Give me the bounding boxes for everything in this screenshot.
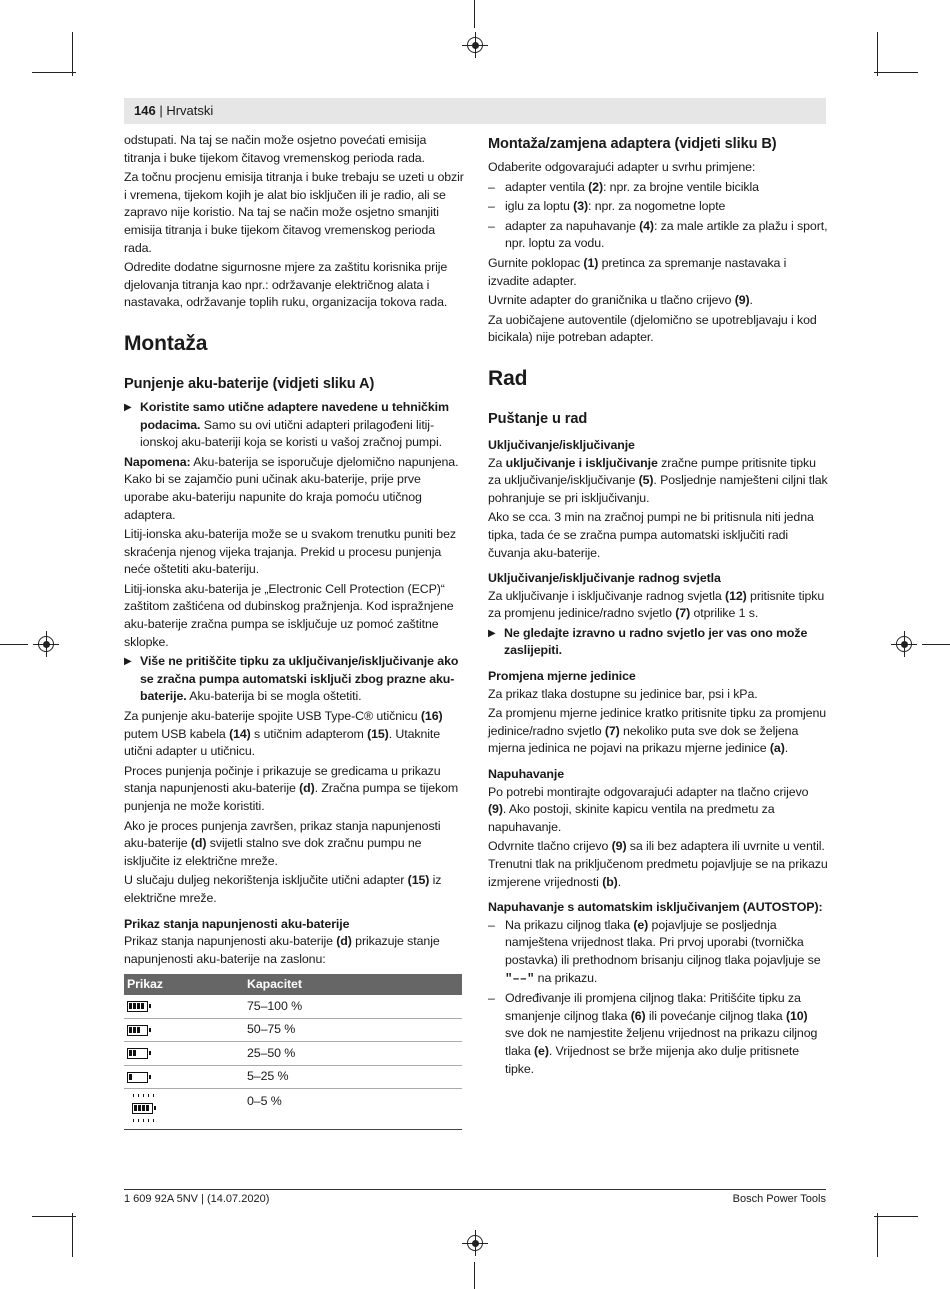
paragraph: U slučaju duljeg nekorištenja isključite utični adapter (15) iz električne mreže. xyxy=(124,873,442,905)
battery-2-bars-icon xyxy=(127,1048,148,1059)
crop-mark xyxy=(32,1216,76,1217)
registration-mark-icon xyxy=(896,636,912,652)
paragraph: Za prikaz tlaka dostupne su jedinice bar, psi i kPa. xyxy=(488,686,758,701)
capacity-value: 0–5 % xyxy=(247,1094,282,1109)
paragraph: Gurnite poklopac (1) pretinca za spremanje nastavaka i izvadite adapter. xyxy=(488,255,787,288)
paragraph: Proces punjenja počinje i prikazuje se gredicama u prikazu stanja napunjenosti aku-baterije (d). Zračna pumpa se tijekom punjenja ne može koristiti. xyxy=(124,763,459,813)
paragraph: Za uključivanje i isključivanje zračne pumpe pritisnite tipku za uključivanje/isključivanje (5). Posljednje namješteni ciljni tlak pohranjuje se pri isključivanju. xyxy=(488,455,828,505)
crop-mark xyxy=(32,72,76,73)
list-item: – adapter za napuhavanje (4): za male artikle za plažu i sport, npr. loptu za vodu. xyxy=(488,218,828,253)
topic-title: Promjena mjerne jedinice xyxy=(488,669,636,684)
crop-mark xyxy=(922,644,950,645)
battery-status-table xyxy=(124,974,462,1130)
page-header: 146 | Hrvatski xyxy=(124,98,826,124)
paragraph: Za promjenu mjerne jedinice kratko pritisnite tipku za promjenu jedinice/radno svjetlo (7) nekoliko puta sve dok se željena mjerna jedinica ne pojavi na prikazu mjerne jedinice (a). xyxy=(488,706,827,756)
paragraph: Odvrnite tlačno crijevo (9) sa ili bez adaptera ili uvrnite u ventil. Trenutni tlak na priključenom predmetu pojavljuje se na prikazu izmjerene vrijednosti (b). xyxy=(488,839,828,889)
note-paragraph: Napomena: Aku-baterija se isporučuje djelomično napunjena. Kako bi se zajamčio puni učinak aku-baterije, prije prve uporabe aku-bateriju napunite do kraja pomoću utičnog adaptera. xyxy=(124,454,459,522)
paragraph: Po potrebi montirajte odgovarajući adapter na tlačno crijevo (9). Ako postoji, skinite kapicu ventila na predmetu za napuhavanje. xyxy=(488,784,809,834)
capacity-value: 75–100 % xyxy=(247,998,303,1013)
table-row xyxy=(124,1089,462,1129)
paragraph: Ako se cca. 3 min na zračnoj pumpi ne bi pritisnula niti jedna tipka, tada će se zračna pumpa automatski isključiti radi čuvanja aku-baterije. xyxy=(488,510,814,560)
page-number: 146 xyxy=(134,103,156,118)
capacity-value: 50–75 % xyxy=(247,1022,296,1037)
paragraph: odstupati. Na taj se način može osjetno povećati emisija titranja i buke tijekom čitavog vremenskog perioda rada. xyxy=(124,133,427,165)
paragraph: Za uobičajene autoventile (djelomično se upotrebljavaju i kod bicikala) nije potreban adapter. xyxy=(488,312,817,345)
table-row xyxy=(124,1019,462,1043)
paragraph: Litij-ionska aku-baterija je „Electronic Cell Protection (ECP)“ zaštitom zaštićena od dubinskog pražnjenja. Kod ispražnjene aku-baterije zračna pumpa se isključuje uz pomoć zaštitne sklopke. xyxy=(124,581,454,649)
paragraph: Uvrnite adapter do graničnika u tlačno crijevo (9). xyxy=(488,293,753,308)
paragraph: Prikaz stanja napunjenosti aku-baterije (d) prikazuje stanje napunjenosti aku-baterije na zaslonu: xyxy=(124,934,440,966)
right-column xyxy=(488,132,828,1080)
table-row xyxy=(124,1042,462,1066)
section-title-rad: Rad xyxy=(488,366,528,390)
list-item: – Na prikazu ciljnog tlaka (e) pojavljuje se posljednja namještena vrijednost tlaka. Pri prvoj uporabi (tvornička postavka) ili prethodnom brisanju ciljnog tlaka pojavljuje se "––" na prikazu. xyxy=(488,917,828,988)
registration-mark-icon xyxy=(467,37,483,53)
column-header: Kapacitet xyxy=(247,977,302,992)
subsection-title-adapter: Montaža/zamjena adaptera (vidjeti sliku B) xyxy=(488,136,777,152)
battery-full-icon xyxy=(127,1001,148,1012)
crop-mark xyxy=(874,1216,918,1217)
warning-bullet: ▶ Više ne pritiščite tipku za uključivanje/isključivanje ako se zračna pumpa automatski isključi zbog prazne aku-baterije. Aku-baterija bi se mogla oštetiti. xyxy=(124,653,464,706)
topic-title: Napuhavanje s automatskim isključivanjem (AUTOSTOP): xyxy=(488,900,823,915)
list-item: – Određivanje ili promjena ciljnog tlaka: Pritišćite tipku za smanjenje ciljnog tlaka (6) ili povećanje ciljnog tlaka (10) sve dok ne namjestite željenu vrijednost na prikazu ciljnog tlaka (e). Vrijednost se brže mijenja ako dulje pritisnete tipke. xyxy=(488,990,828,1078)
battery-1-bar-icon xyxy=(127,1072,148,1083)
paragraph: Litij-ionska aku-baterija može se u svakom trenutku puniti bez skraćenja njenog vijeka trajanja. Prekid u procesu punjenja neće oštetiti aku-bateriju. xyxy=(124,527,456,577)
list-item: – iglu za loptu (3): npr. za nogometne lopte xyxy=(488,198,828,216)
paragraph: Odaberite odgovarajući adapter u svrhu primjene: xyxy=(488,160,756,174)
table-row xyxy=(124,1066,462,1090)
topic-title: Napuhavanje xyxy=(488,767,565,782)
column-header: Prikaz xyxy=(127,977,163,992)
page-language: Hrvatski xyxy=(166,103,214,118)
warning-bullet: ▶ Ne gledajte izravno u radno svjetlo jer vas ono može zaslijepiti. xyxy=(488,625,828,660)
registration-mark-icon xyxy=(38,636,54,652)
table-row xyxy=(124,995,462,1019)
paragraph: Odredite dodatne sigurnosne mjere za zaštitu korisnika prije djelovanja titranja kao npr.: održavanje električnog alata i nastavaka, održavanje toplih ruku, organizacija tokova rada. xyxy=(124,260,448,310)
paragraph: Za uključivanje i isključivanje radnog svjetla (12) pritisnite tipku za promjenu jedinice/radno svjetlo (7) otprilike 1 s. xyxy=(488,588,825,621)
battery-flashing-icon xyxy=(127,1093,159,1125)
crop-mark xyxy=(0,644,28,645)
paragraph: Za točnu procjenu emisija titranja i buke trebaju se uzeti u obzir i vremena, tijekom kojih je alat bio isključen ili je radio, ali se zapravo nije koristio. Na taj se način može osjetno smanjiti emisija titranja i buke tijekom čitavog vremenskog perioda rada. xyxy=(124,170,464,255)
crop-mark xyxy=(877,32,878,76)
subsection-title-prikaz: Prikaz stanja napunjenosti aku-baterije xyxy=(124,916,350,931)
topic-title: Uključivanje/isključivanje radnog svjetla xyxy=(488,571,721,586)
paragraph: Za punjenje aku-baterije spojite USB Type-C® utičnicu (16) putem USB kabela (14) s utičnim adapterom (15). Utaknite utični adapter u utičnicu. xyxy=(124,709,443,759)
crop-mark xyxy=(474,0,475,28)
list-item: – adapter ventila (2): npr. za brojne ventile bicikla xyxy=(488,179,828,197)
left-column xyxy=(124,132,464,1130)
registration-mark-icon xyxy=(467,1235,483,1251)
subsection-title-pustanje: Puštanje u rad xyxy=(488,410,588,427)
crop-mark xyxy=(72,32,73,76)
document-id: 1 609 92A 5NV | (14.07.2020) xyxy=(124,1193,270,1205)
paragraph: Ako je proces punjenja završen, prikaz stanja napunjenosti aku-baterije (d) svijetli stalno sve dok zračnu pumpu ne isključite iz električne mreže. xyxy=(124,818,441,868)
topic-title: Uključivanje/isključivanje xyxy=(488,437,635,452)
capacity-value: 5–25 % xyxy=(247,1069,289,1084)
subsection-title-punjenje: Punjenje aku-baterije (vidjeti sliku A) xyxy=(124,375,375,392)
capacity-value: 25–50 % xyxy=(247,1045,296,1060)
crop-mark xyxy=(72,1213,73,1257)
page-footer xyxy=(124,1189,826,1205)
warning-bullet: ▶ Koristite samo utične adaptere navedene u tehničkim podacima. Samo su ovi utični adapteri prilagođeni litij-ionskoj aku-bateriji koja se koristi u vašoj zračnoj pumpi. xyxy=(124,399,464,452)
brand-name: Bosch Power Tools xyxy=(732,1193,826,1205)
section-title-montaza: Montaža xyxy=(124,331,208,355)
battery-3-bars-icon xyxy=(127,1025,148,1036)
crop-mark xyxy=(474,1262,475,1289)
table-header xyxy=(124,974,462,995)
crop-mark xyxy=(874,72,918,73)
crop-mark xyxy=(877,1213,878,1257)
